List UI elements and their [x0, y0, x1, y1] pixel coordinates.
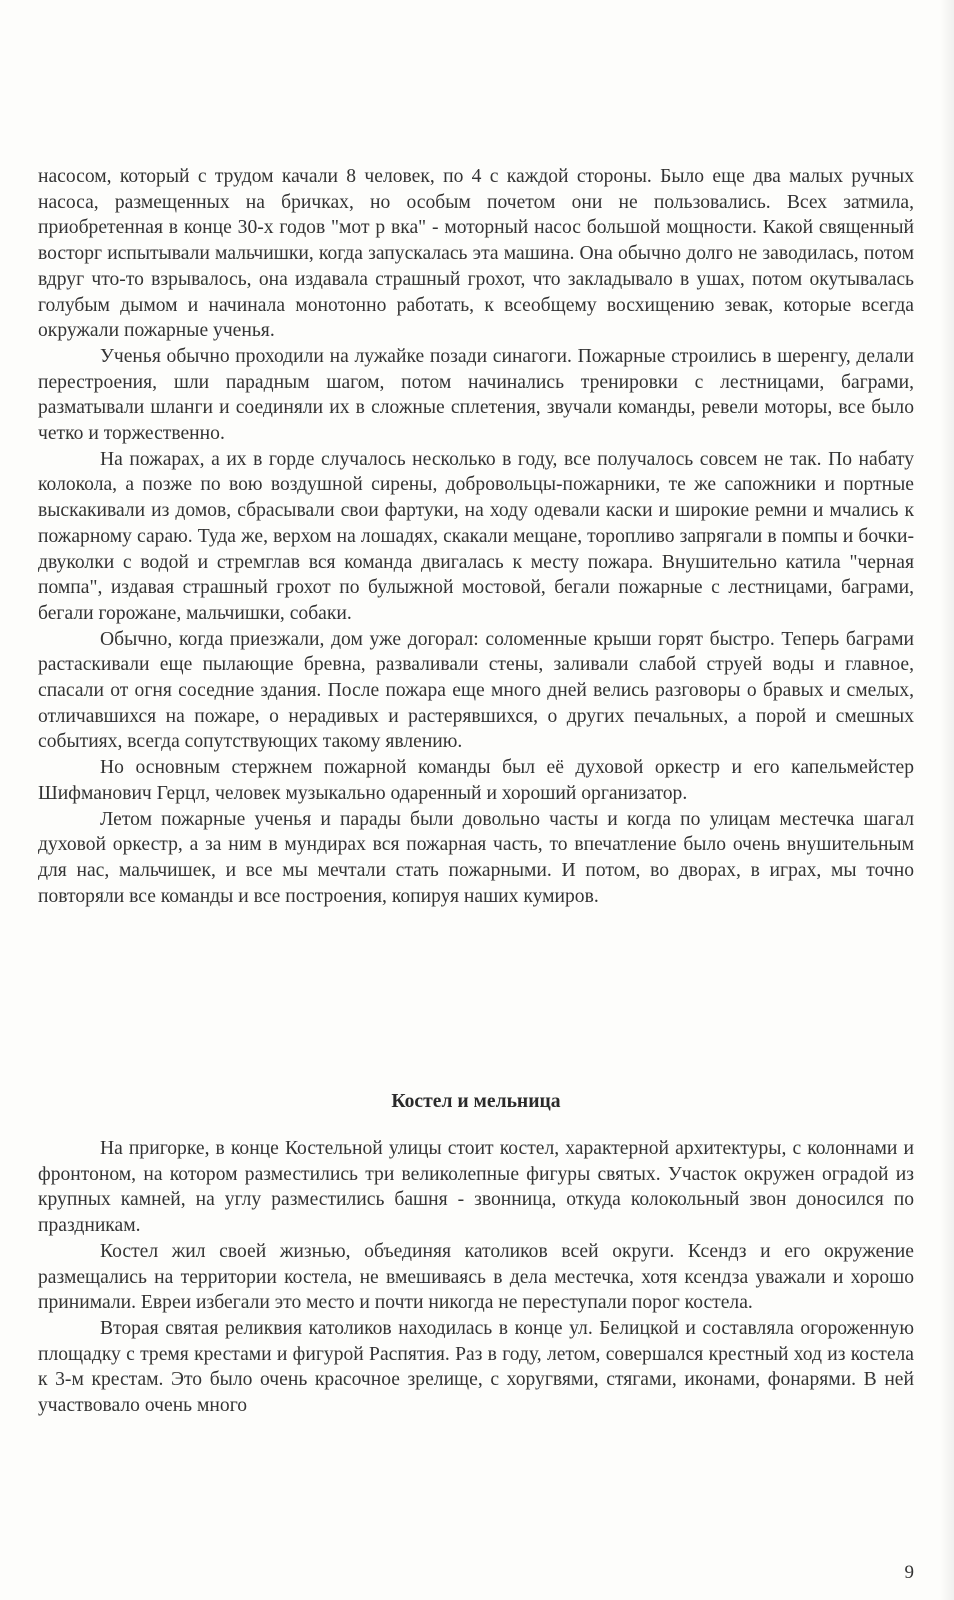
paragraph: насосом, который с трудом качали 8 человек, по 4 с каждой стороны. Было еще два малых ручных насоса, размещенных на бричках, но особым почетом они не пользовались. Всех затмила, приобретенная в конце 30-х годов "мот р вка" - моторный насос большой мощности. Какой священный восторг испытывали мальчишки, когда запускалась эта машина. Она обычно долго не заводилась, потом вдруг что-то взрывалось, она издавала страшный грохот, что закладывало в ушах, потом окутывалась голубым дымом и начинала монотонно работать, к всеобщему восхищению зевак, которые всегда окружали пожарные ученья. [38, 166, 914, 342]
paragraph: Вторая святая реликвия католиков находилась в конце ул. Белицкой и составляла огороженную площадку с тремя крестами и фигурой Распятия. Раз в году, летом, совершался крестный ход из костела к 3-м крестам. Это было очень красочное зрелище, с хоругвями, стягами, иконами, фонарями. В ней участвовало очень много [38, 1317, 914, 1417]
page-number: 9 [904, 1562, 914, 1583]
paragraph: На пожарах, а их в горде случалось несколько в году, все получалось совсем не так. По набату колокола, а позже по вою воздушной сирены, добровольцы-пожарники, те же сапожники и портные выскакивали из домов, сбрасывали свои фартуки, на ходу одевали каски и широкие ремни и мчались к пожарному сараю. Туда же, верхом на лошадях, скакали мещане, торопливо запрягали в помпы и бочки-двуколки с водой и стремглав вся команда двигалась к месту пожара. Внушительно катила "черная помпа", издавая страшный грохот по булыжной мостовой, бегали пожарные с лестницами, баграми, бегали горожане, мальчишки, собаки. [38, 448, 914, 624]
text-block-fire-brigade [38, 164, 914, 909]
paragraph: Но основным стержнем пожарной команды был её духовой оркестр и его капельмейстер Шифманович Герцл, человек музыкально одаренный и хороший организатор. [38, 757, 914, 804]
paragraph: Ученья обычно проходили на лужайке позади синагоги. Пожарные строились в шеренгу, делали перестроения, шли парадным шагом, потом начинались тренировки с лестницами, баграми, разматывали шланги и соединяли их в сложные сплетения, звучали команды, ревели моторы, все было четко и торжественно. [38, 345, 914, 445]
paragraph: Костел жил своей жизнью, объединяя католиков всей округи. Ксендз и его окружение размещались на территории костела, не вмешиваясь в дела местечка, хотя ксендза уважали и хорошо принимали. Евреи избегали это место и почти никогда не переступали порог костела. [38, 1240, 914, 1314]
scan-edge-shadow [940, 0, 954, 1600]
paragraph: Обычно, когда приезжали, дом уже догорал: соломенные крыши горят быстро. Теперь баграми растаскивали еще пылающие бревна, разваливали стены, заливали слабой струей воды и главное, спасали от огня соседние здания. После пожара еще много дней велись разговоры о бравых и смелых, отличавшихся на пожаре, о нерадивых и растерявшихся, о других печальных, а порой и смешных событиях, всегда сопутствующих такому явлению. [38, 628, 914, 753]
paragraph: Летом пожарные ученья и парады были довольно часты и когда по улицам местечка шагал духовой оркестр, а за ним в мундирах вся пожарная часть, то впечатление было очень внушительным для нас, мальчишек, и все мы мечтали стать пожарными. И потом, во дворах, в играх, мы точно повторяли все команды и все построения, копируя наших кумиров. [38, 808, 914, 907]
text-block-church [38, 1136, 914, 1419]
section-title: Костел и мельница [391, 1091, 561, 1112]
paragraph: На пригорке, в конце Костельной улицы стоит костел, характерной архитектуры, с колоннами и фронтоном, на котором разместились три великолепные фигуры святых. Участок окружен оградой из крупных камней, на углу разместились башня - звонница, откуда колокольный звон доносился по праздникам. [38, 1138, 914, 1237]
